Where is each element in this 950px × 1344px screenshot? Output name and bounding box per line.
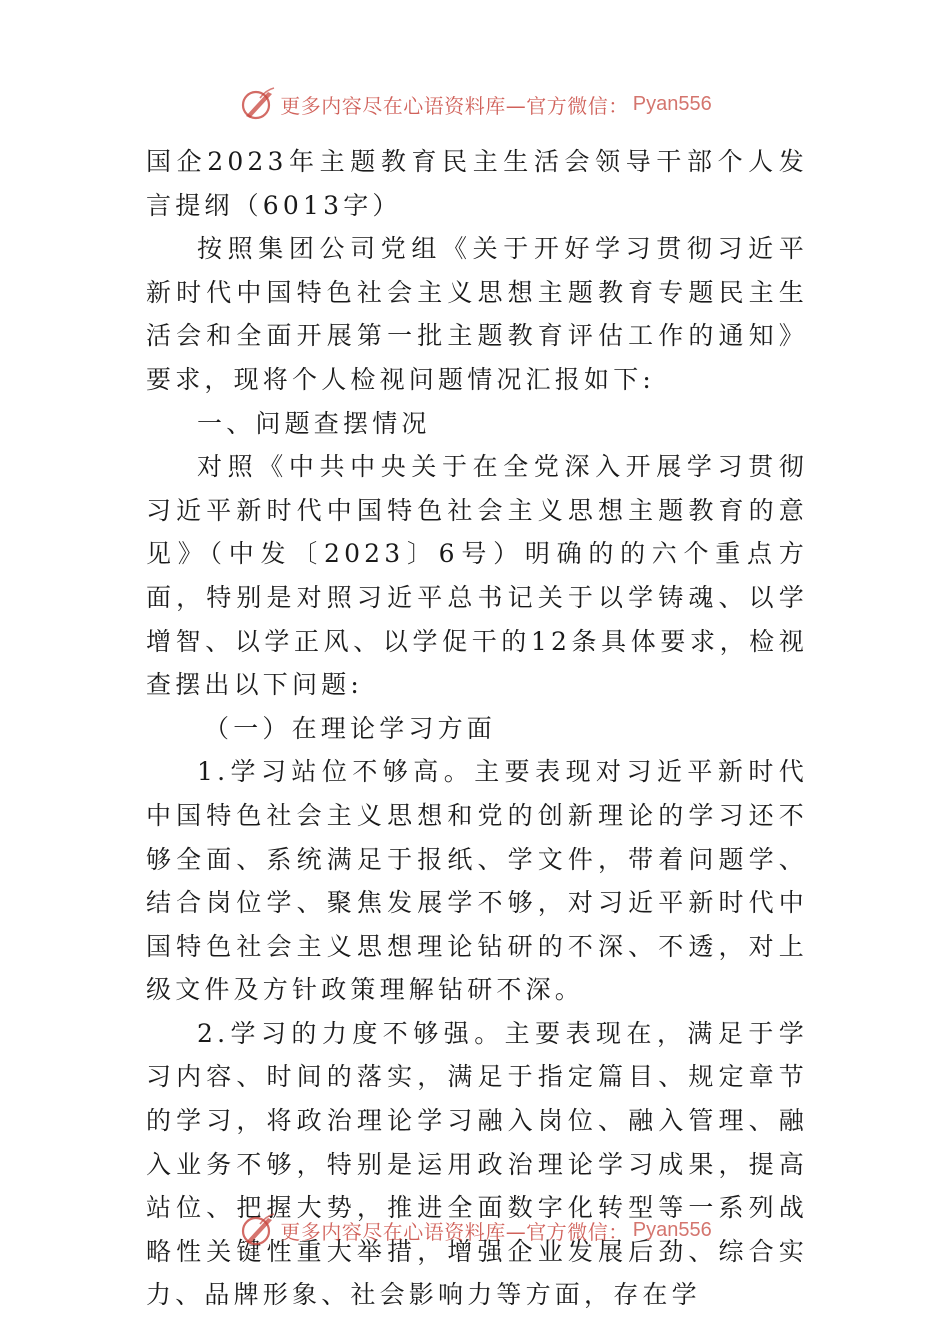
watermark-text: 更多内容尽在心语资料库—官方微信：: [280, 1219, 629, 1244]
list-item: 2.学习的力度不够强。主要表现在，满足于学习内容、时间的落实，满足于指定篇目、规定章节的学习，将政治理论学习融入岗位、融入管理、融入业务不够，特别是运用政治理论学习成果，提高站位、把握大势，推进全面数字化转型等一系列战略性关键性重大举措，增强企业发展后劲、综合实力、品牌形象、社会影响力等方面，存在学: [146, 1018, 808, 1310]
section-heading: 一、问题查摆情况: [197, 408, 431, 438]
watermark-banner-top: [0, 84, 950, 124]
intro-paragraph: 按照集团公司党组《关于开好学习贯彻习近平新时代中国特色社会主义思想主题教育专题民主生活会和全面开展第一批主题教育评估工作的通知》要求，现将个人检视问题情况汇报如下:: [146, 234, 808, 394]
quill-pen-logo-icon: [238, 1210, 278, 1250]
section-paragraph: 对照《中共中央关于在全党深入开展学习贯彻习近平新时代中国特色社会主义思想主题教育的意见》（中发〔2023〕6号）明确的的六个重点方面，特别是对照习近平总书记关于以学铸魂、以学增智、以学正风、以学促干的12条具体要求，检视查摆出以下问题:: [146, 452, 808, 700]
document-title: 国企2023年主题教育民主生活会领导干部个人发言提纲（6013字）: [146, 147, 808, 220]
quill-pen-logo-icon: [238, 84, 278, 124]
list-item: 1.学习站位不够高。主要表现对习近平新时代中国特色社会主义思想和党的创新理论的学习还不够全面、系统满足于报纸、学文件，带着问题学、结合岗位学、聚焦发展学不够，对习近平新时代中国特色社会主义思想理论钻研的不深、不透，对上级文件及方针政策理解钻研不深。: [146, 757, 808, 1005]
watermark-wechat-id: Pyan556: [632, 1218, 712, 1241]
document-body: [146, 140, 808, 1317]
subsection-heading: （一）在理论学习方面: [204, 713, 497, 743]
watermark-wechat-id: Pyan556: [632, 92, 712, 115]
watermark-text: 更多内容尽在心语资料库—官方微信：: [280, 93, 629, 118]
watermark-banner-bottom: [0, 1210, 950, 1250]
